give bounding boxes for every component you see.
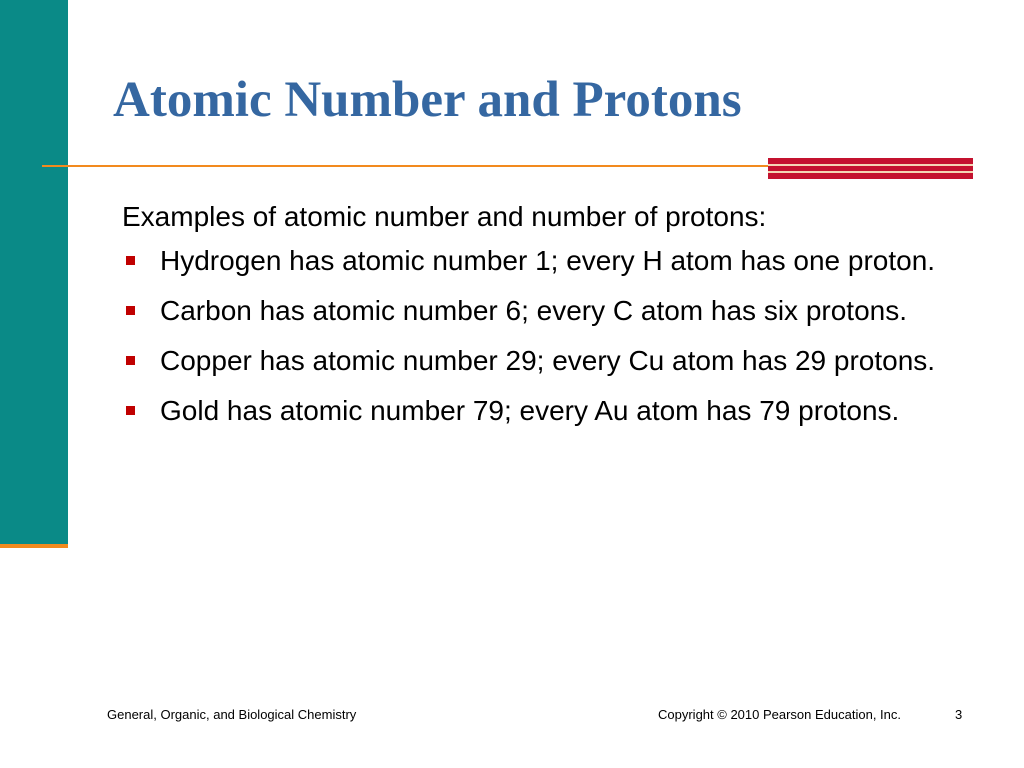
bullet-text: Carbon has atomic number 6; every C atom has six protons. bbox=[160, 295, 908, 326]
bullet-text: Hydrogen has atomic number 1; every H atom has one proton. bbox=[160, 245, 936, 276]
title-underline-rule bbox=[42, 165, 768, 167]
footer-course-title: General, Organic, and Biological Chemistry bbox=[107, 707, 357, 722]
slide-body bbox=[122, 197, 962, 441]
slide-title: Atomic Number and Protons bbox=[113, 72, 742, 128]
bullet-item bbox=[122, 391, 945, 431]
bullet-item bbox=[122, 341, 945, 381]
square-bullet-icon bbox=[126, 256, 135, 265]
square-bullet-icon bbox=[126, 406, 135, 415]
side-bar-orange-edge bbox=[0, 544, 68, 548]
square-bullet-icon bbox=[126, 306, 135, 315]
bullet-text: Gold has atomic number 79; every Au atom has 79 protons. bbox=[160, 395, 900, 426]
footer-copyright: Copyright © 2010 Pearson Education, Inc. bbox=[658, 707, 902, 722]
square-bullet-icon bbox=[126, 356, 135, 365]
bullet-item bbox=[122, 291, 945, 331]
red-accent-block bbox=[768, 158, 973, 179]
red-accent-stripe bbox=[768, 171, 973, 173]
slide-number: 3 bbox=[955, 707, 963, 722]
bullet-item bbox=[122, 241, 945, 281]
intro-text: Examples of atomic number and number of protons: bbox=[122, 201, 767, 232]
bullet-list bbox=[122, 241, 962, 431]
bullet-text: Copper has atomic number 29; every Cu atom has 29 protons. bbox=[160, 345, 936, 376]
red-accent-stripe bbox=[768, 164, 973, 166]
teal-side-bar bbox=[0, 0, 68, 545]
